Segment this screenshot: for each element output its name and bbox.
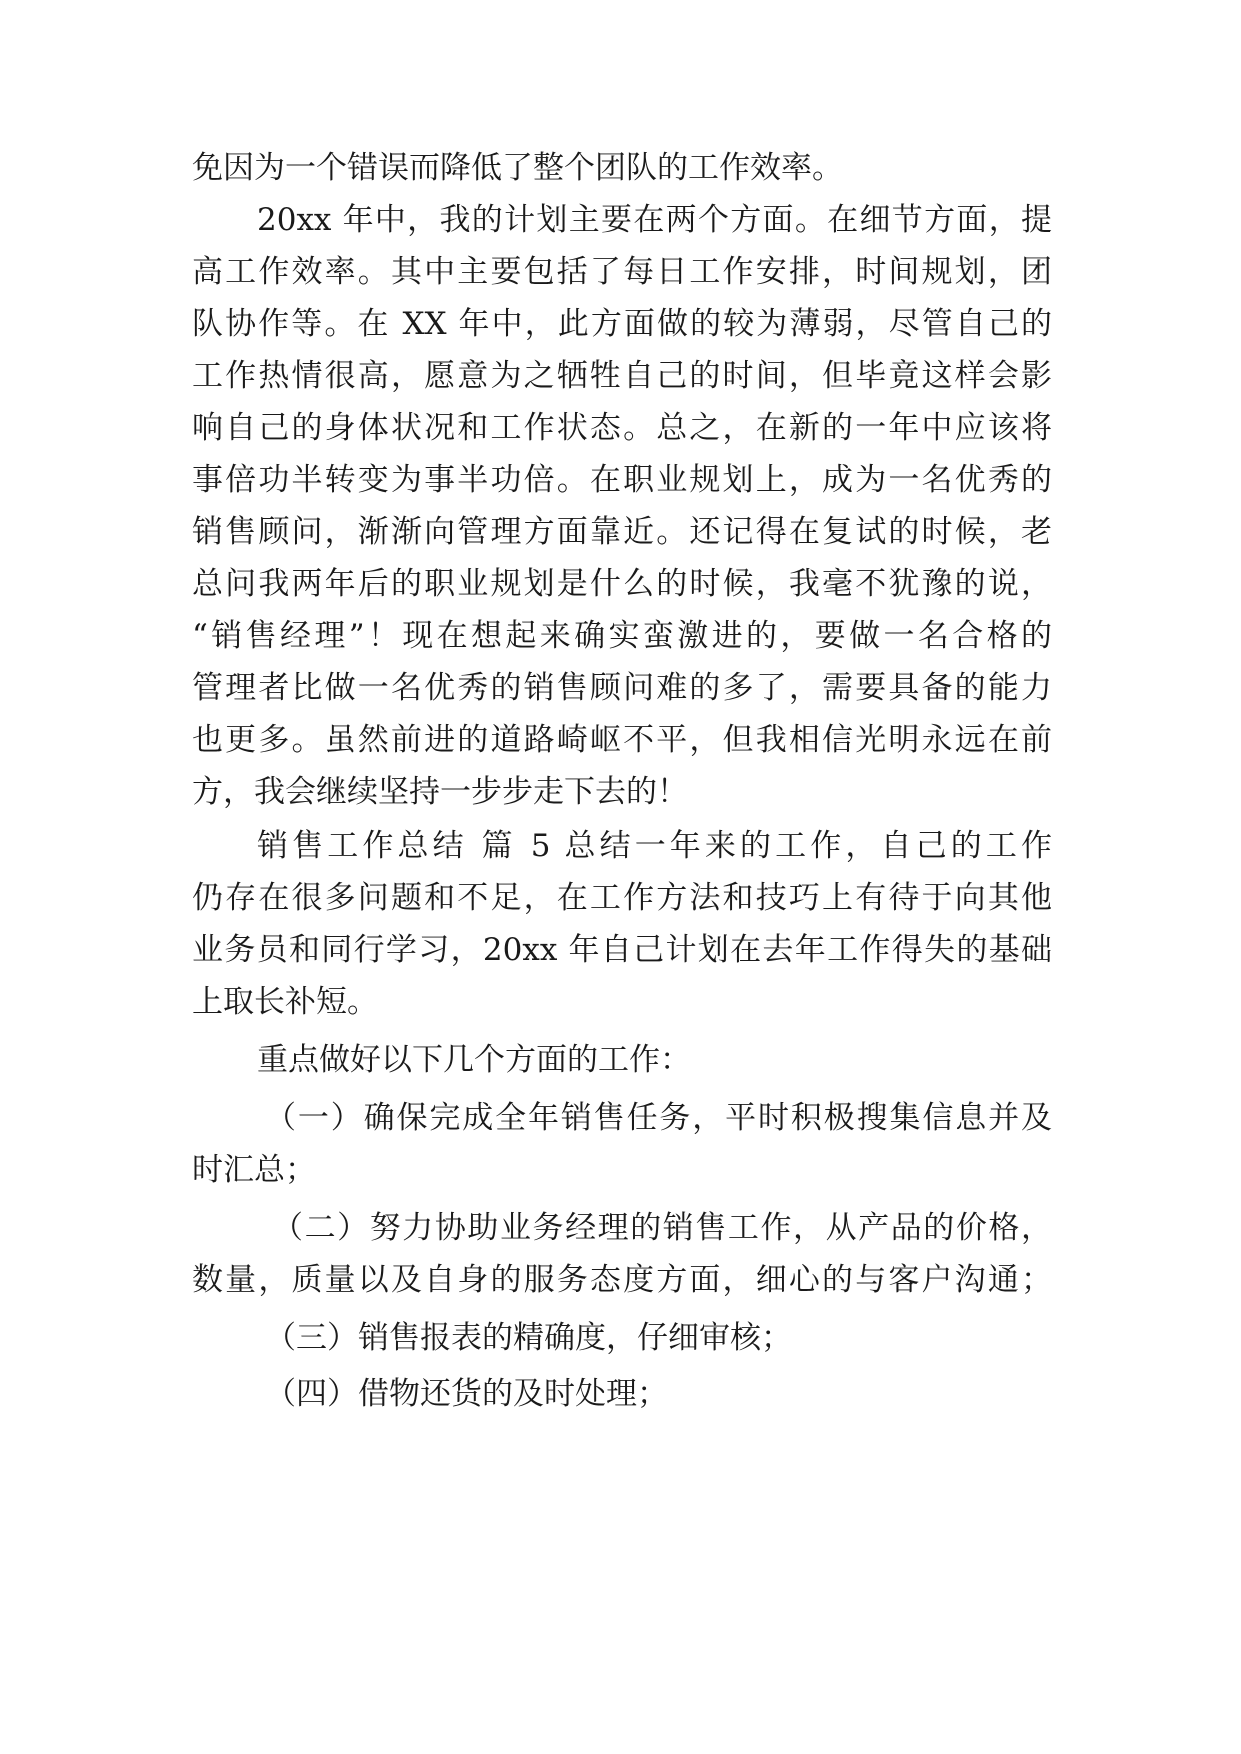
list-item: （二）努力协助业务经理的销售工作，从产品的价格， [272,1210,1052,1246]
text-line: 高工作效率。其中主要包括了每日工作安排，时间规划，团 [192,254,1052,290]
text-line: 业务员和同行学习，20xx 年自己计划在去年工作得失的基础 [192,932,1052,968]
section-heading-line: 销售工作总结 篇 5 总结一年来的工作，自己的工作 [257,828,1052,864]
text-line: 响自己的身体状况和工作状态。总之，在新的一年中应该将 [192,410,1052,446]
text-line: “销售经理”！现在想起来确实蛮激进的，要做一名合格的 [192,618,1052,654]
list-item: （三）销售报表的精确度，仔细审核； [265,1320,792,1356]
text-line: 事倍功半转变为事半功倍。在职业规划上，成为一名优秀的 [192,462,1052,498]
text-line: 上取长补短。 [192,984,378,1020]
text-line: 总问我两年后的职业规划是什么的时候，我毫不犹豫的说， [192,566,1052,602]
text-line: 20xx 年中，我的计划主要在两个方面。在细节方面，提 [257,202,1052,238]
text-line: 队协作等。在 XX 年中，此方面做的较为薄弱，尽管自己的 [192,306,1052,342]
text-line: 仍存在很多问题和不足，在工作方法和技巧上有待于向其他 [192,880,1052,916]
text-line: 也更多。虽然前进的道路崎岖不平，但我相信光明永远在前 [192,722,1052,758]
text-line: 重点做好以下几个方面的工作： [257,1042,691,1078]
list-item: （一）确保完成全年销售任务，平时积极搜集信息并及 [265,1100,1052,1136]
text-line: 方，我会继续坚持一步步走下去的！ [192,774,688,810]
text-line: 销售顾问，渐渐向管理方面靠近。还记得在复试的时候，老 [192,514,1052,550]
text-line: 免因为一个错误而降低了整个团队的工作效率。 [192,150,843,186]
text-line: 管理者比做一名优秀的销售顾问难的多了，需要具备的能力 [192,670,1052,706]
text-line: 数量，质量以及自身的服务态度方面，细心的与客户沟通； [192,1262,1052,1298]
list-item: （四）借物还货的及时处理； [265,1376,668,1412]
text-line: 时汇总； [192,1152,316,1188]
text-line: 工作热情很高，愿意为之牺牲自己的时间，但毕竟这样会影 [192,358,1052,394]
